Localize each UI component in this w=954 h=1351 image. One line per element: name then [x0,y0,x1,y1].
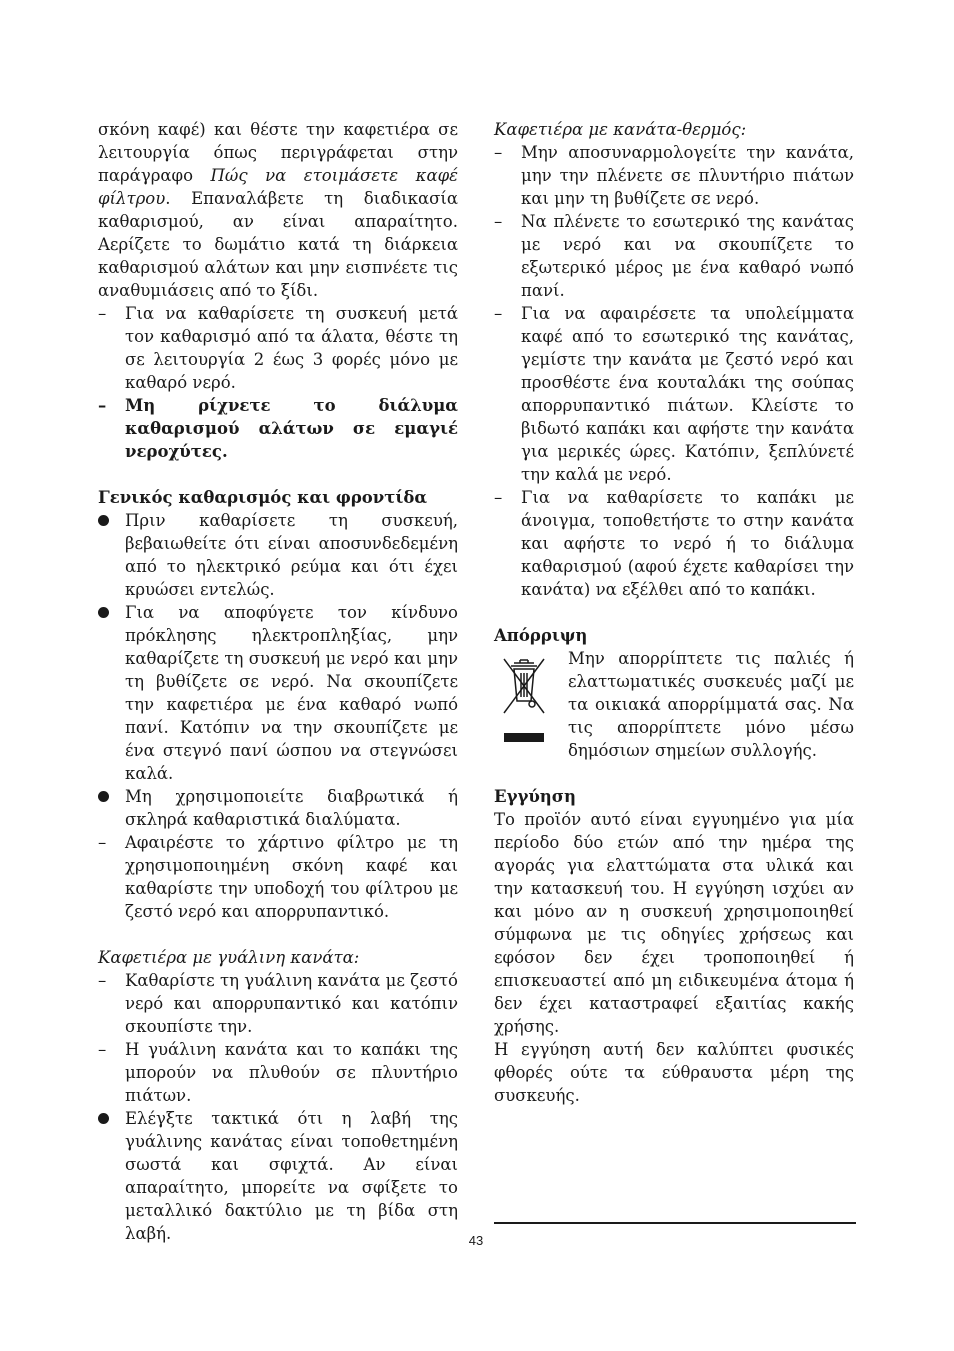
warranty-paragraph: Η εγγύηση αυτή δεν καλύπτει φυσικές φθορές ούτε τα εύθραυστα μέρη της συσκευής. [494,1040,854,1105]
list-item: Ελέγξτε τακτικά ότι η λαβή της γυάλινης κανάτας είναι τοποθετημένη σωστά και σφιχτά. Αν είναι απαραίτητο, μπορείτε να σφίξετε το μεταλλικό δακτύλιο με τη βίδα στη λαβή. [98,1107,458,1245]
bullet-icon [98,515,109,526]
list-item: – Καθαρίστε τη γυάλινη κανάτα με ζεστό νερό και απορρυπαντικό και κατόπιν σκουπίστε την. [98,971,458,1036]
subheading-glass-carafe: Καφετιέρα με γυάλινη κανάτα: [98,948,360,967]
section-heading-disposal: Απόρριψη [494,626,588,645]
list-item-warning: – Μη ρίχνετε το διάλυμα καθαρισμού αλάτων σε εμαγιέ νεροχύτες. [98,396,458,461]
list-item: – Μην αποσυναρμολογείτε την κανάτα, μην την πλένετε σε πλυντήριο πιάτων και μην τη βυθίζετε σε νερό. [494,143,854,208]
bullet-icon [98,1113,109,1124]
bullet-icon [98,607,109,618]
list-item: – Αφαιρέστε το χάρτινο φίλτρο με τη χρησιμοποιημένη σκόνη καφέ και καθαρίστε την υποδοχή του φίλτρου με ζεστό νερό και απορρυπαντικό. [98,833,458,921]
warranty-paragraph: Το προϊόν αυτό είναι εγγυημένο για μία περίοδο δύο ετών από την ημέρα της αγοράς για ελαττώματα στα υλικά και την κατασκευή του. Η εγγύηση ισχύει αν και μόνο αν η συσκευή χρησιμοποιηθεί σύμφωνα με τις οδηγίες χρήσεως και εφόσον δεν έχει τροποποιηθεί ή επισκευαστεί από μη ειδικευμένα άτομα ή δεν έχει καταστραφεί εξαιτίας κακής χρήσης. [494,810,854,1036]
bullet-icon [98,791,109,802]
footer-rule [494,1222,856,1224]
list-item: Για να αποφύγετε τον κίνδυνο πρόκλησης ηλεκτροπληξίας, μην καθαρίζετε τη συσκευή με νερό και μην τη βυθίζετε σε νερό. Να σκουπίζετε την καφετιέρα με ένα καθαρό νωπό πανί. Κατόπιν να την σκουπίζετε με ένα στεγνό πανί ώσπου να στεγνώσει καλά. [98,601,458,785]
right-column [494,118,854,1107]
subheading-thermos-carafe: Καφετιέρα με κανάτα-θερμός: [494,120,747,139]
separate-collection-bar [504,733,544,742]
list-item: – Για να καθαρίσετε το καπάκι με άνοιγμα, τοποθετήστε το στην κανάτα και αφήστε το νερό ή το διάλυμα καθαρισμού (αφού έχετε καθαρίσει την κανάτα) να εξέλθει από το καπάκι. [494,488,854,599]
disposal-block [494,647,854,762]
section-heading-warranty: Εγγύηση [494,787,576,806]
list-item: – Η γυάλινη κανάτα και το καπάκι της μπορούν να πλυθούν σε πλυντήριο πιάτων. [98,1040,458,1105]
list-item: – Για να αφαιρέσετε τα υπολείμματα καφέ από το εσωτερικό της κανάτας, γεμίστε την κανάτα με ζεστό νερό και προσθέστε ένα κουταλάκι της σούπας απορρυπαντικό πιάτων. Κλείστε το βιδωτό καπάκι και αφήστε την κανάτα για μερικές ώρες. Κατόπιν, ξεπλύνετέ την καλά με νερό. [494,304,854,484]
list-item: – Να πλένετε το εσωτερικό της κανάτας με νερό και να σκουπίζετε το εξωτερικό μέρος με ένα καθαρό νωπό πανί. [494,212,854,300]
page-number: 43 [468,1233,484,1248]
list-item: – Για να καθαρίσετε τη συσκευή μετά τον καθαρισμό από τα άλατα, θέστε τη σε λειτουργία 2 έως 3 φορές μόνο με καθαρό νερό. [98,304,458,392]
reference-link-text: Πώς να ετοιμάσετε καφέ φίλτρου [98,166,459,208]
list-item: Μη χρησιμοποιείτε διαβρωτικά ή σκληρά καθαριστικά διαλύματα. [98,785,458,831]
descaling-continuation: σκόνη καφέ) και θέστε την καφετιέρα σε λειτουργία όπως περιγράφεται στην παράγραφο Πώς να ετοιμάσετε καφέ φίλτρου. Επαναλάβετε τη διαδικασία καθαρισμού, αν είναι απαραίτητο. Αερίζετε το δωμάτιο κατά τη διάρκεια καθαρισμού αλάτων και μην εισπνέετε τις αναθυμιάσεις από το ξίδι. [98,120,459,300]
wheelie-bin-icon [494,651,554,731]
section-heading-general-cleaning: Γενικός καθαρισμός και φροντίδα [98,488,428,507]
left-column [98,118,458,1245]
list-item: Πριν καθαρίσετε τη συσκευή, βεβαιωθείτε ότι είναι αποσυνδεδεμένη από το ηλεκτρικό ρεύμα και ότι έχει κρυώσει εντελώς. [98,509,458,601]
disposal-text: Μην απορρίπτετε τις παλιές ή ελαττωματικές συσκευές μαζί με τα οικιακά απορρίμματά σας. Να τις απορρίπτετε μόνο μέσω δημόσιων σημείων συλλογής. [568,649,854,760]
crossed-out-bin-icon [494,651,560,743]
